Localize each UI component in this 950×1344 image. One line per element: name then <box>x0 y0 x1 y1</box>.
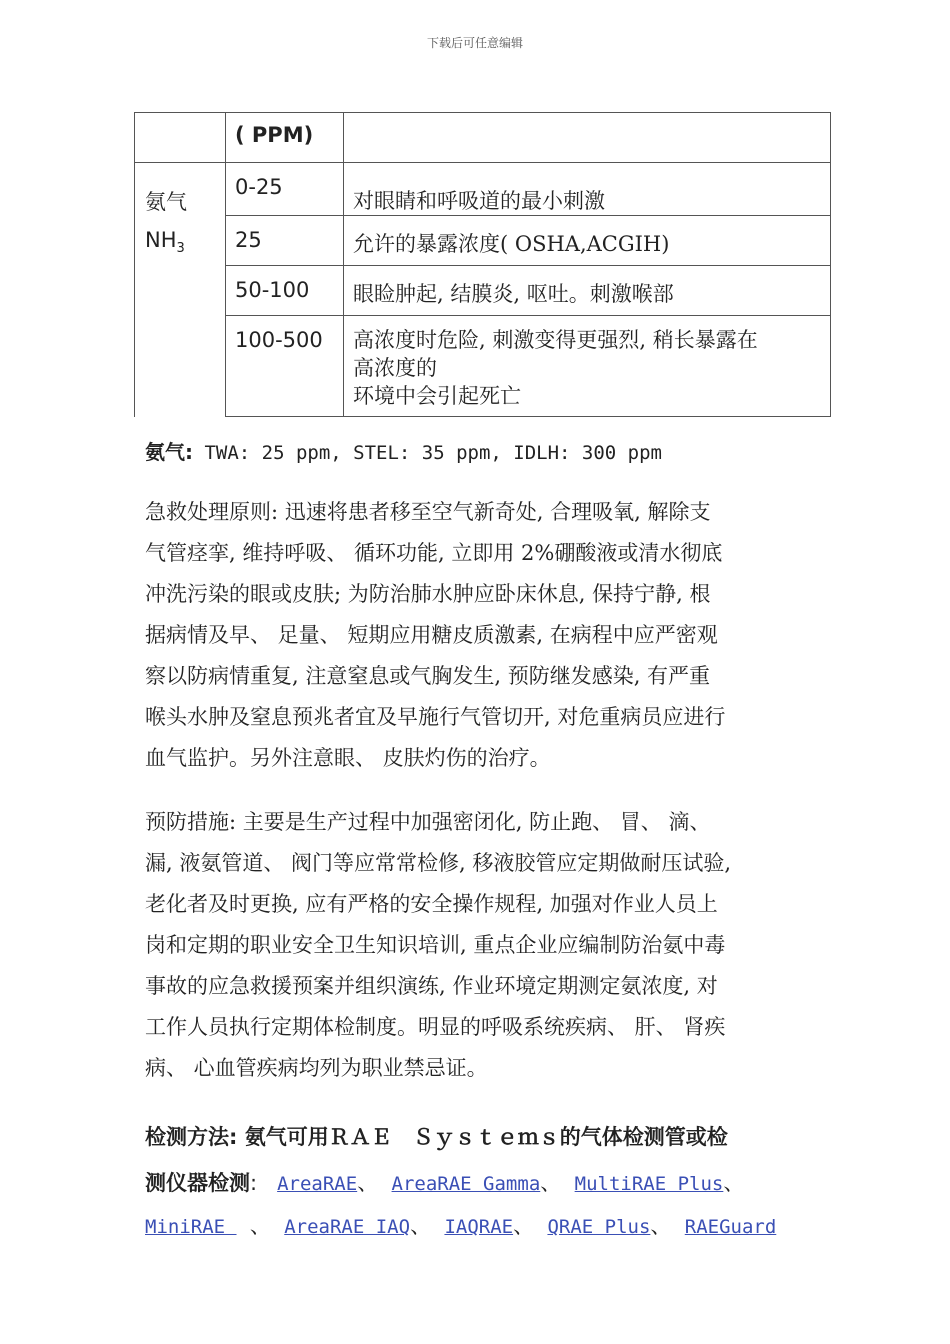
detection-section <box>145 1114 835 1246</box>
gas-name: 氨气 <box>145 190 187 214</box>
text-line: 急救处理原则: 迅速将患者移至空气新奇处, 合理吸氧, 解除支 <box>145 500 711 524</box>
table-unit-header: ( PPM) <box>226 113 344 163</box>
limits-label: 氨气: <box>145 440 193 464</box>
text-line: 气管痉挛, 维持呼吸、 循环功能, 立即用 2%硼酸液或清水彻底 <box>145 541 723 565</box>
ammonia-exposure-table <box>134 112 831 417</box>
text-line: 病、 心血管疾病均列为职业禁忌证。 <box>145 1056 488 1080</box>
detection-heading: 检测方法: 氨气可用ＲＡＥ Ｓｙｓｔｅｍｓ的气体检测管或检 <box>145 1125 728 1149</box>
link-qrae-plus[interactable]: QRAE Plus <box>547 1216 651 1238</box>
range-cell: 25 <box>226 216 344 266</box>
text-line: 老化者及时更换, 应有严格的安全操作规程, 加强对作业人员上 <box>145 892 718 916</box>
detection-line: MiniRAE 、 AreaRAE IAQ、 IAQRAE、 QRAE Plus、 RAEGuard <box>145 1214 777 1238</box>
range-cell: 0-25 <box>226 163 344 216</box>
text-line: 漏, 液氨管道、 阀门等应常常检修, 移液胶管应定期做耐压试验, <box>145 851 732 875</box>
link-minirae[interactable]: MiniRAE <box>145 1216 237 1238</box>
effect-cell: 眼睑肿起, 结膜炎, 呕吐。刺激喉部 <box>344 266 831 316</box>
effect-cell: 对眼睛和呼吸道的最小刺激 <box>344 163 831 216</box>
link-arearae[interactable]: AreaRAE <box>277 1173 358 1195</box>
detection-line: 测仪器检测: AreaRAE、 AreaRAE Gamma、 MultiRAE Plus、 <box>145 1171 745 1195</box>
link-multirae-plus[interactable]: MultiRAE Plus <box>574 1173 724 1195</box>
text-line: 预防措施: 主要是生产过程中加强密闭化, 防止跑、 冒、 滴、 <box>145 810 711 834</box>
link-raeguard[interactable]: RAEGuard <box>684 1216 777 1238</box>
range-cell: 100-500 <box>226 316 344 417</box>
gas-name-cell <box>135 163 226 417</box>
text-line: 事故的应急救援预案并组织演练, 作业环境定期测定氨浓度, 对 <box>145 974 718 998</box>
text-line: 喉头水肿及窒息预兆者宜及早施行气管切开, 对危重病员应进行 <box>145 705 726 729</box>
table-header-blank <box>344 113 831 163</box>
text-line: 岗和定期的职业安全卫生知识培训, 重点企业应编制防治氨中毒 <box>145 933 726 957</box>
first-aid-paragraph <box>145 492 825 779</box>
page-header: 下载后可任意编辑 <box>426 36 523 50</box>
effect-cell: 允许的暴露浓度( OSHA,ACGIH) <box>344 216 831 266</box>
link-arearae-iaq[interactable]: AreaRAE IAQ <box>284 1216 411 1238</box>
exposure-limits <box>145 436 662 465</box>
link-iaqrae[interactable]: IAQRAE <box>444 1216 514 1238</box>
text-line: 血气监护。另外注意眼、 皮肤灼伤的治疗。 <box>145 746 551 770</box>
text-line: 冲洗污染的眼或皮肤; 为防治肺水肿应卧床休息, 保持宁静, 根 <box>145 582 711 606</box>
gas-formula: $NH_3$ <box>145 228 185 257</box>
prevention-paragraph <box>145 802 825 1089</box>
table-header-blank <box>135 113 226 163</box>
range-cell: 50-100 <box>226 266 344 316</box>
limits-values: TWA: 25 ppm, STEL: 35 ppm, IDLH: 300 ppm <box>193 442 662 464</box>
text-line: 察以防病情重复, 注意窒息或气胸发生, 预防继发感染, 有严重 <box>145 664 711 688</box>
effect-cell: 高浓度时危险, 刺激变得更强烈, 稍长暴露在 高浓度的 环境中会引起死亡 <box>344 316 831 417</box>
link-arearae-gamma[interactable]: AreaRAE Gamma <box>391 1173 541 1195</box>
text-line: 据病情及早、 足量、 短期应用糖皮质激素, 在病程中应严密观 <box>145 623 718 647</box>
text-line: 工作人员执行定期体检制度。明显的呼吸系统疾病、 肝、 肾疾 <box>145 1015 726 1039</box>
